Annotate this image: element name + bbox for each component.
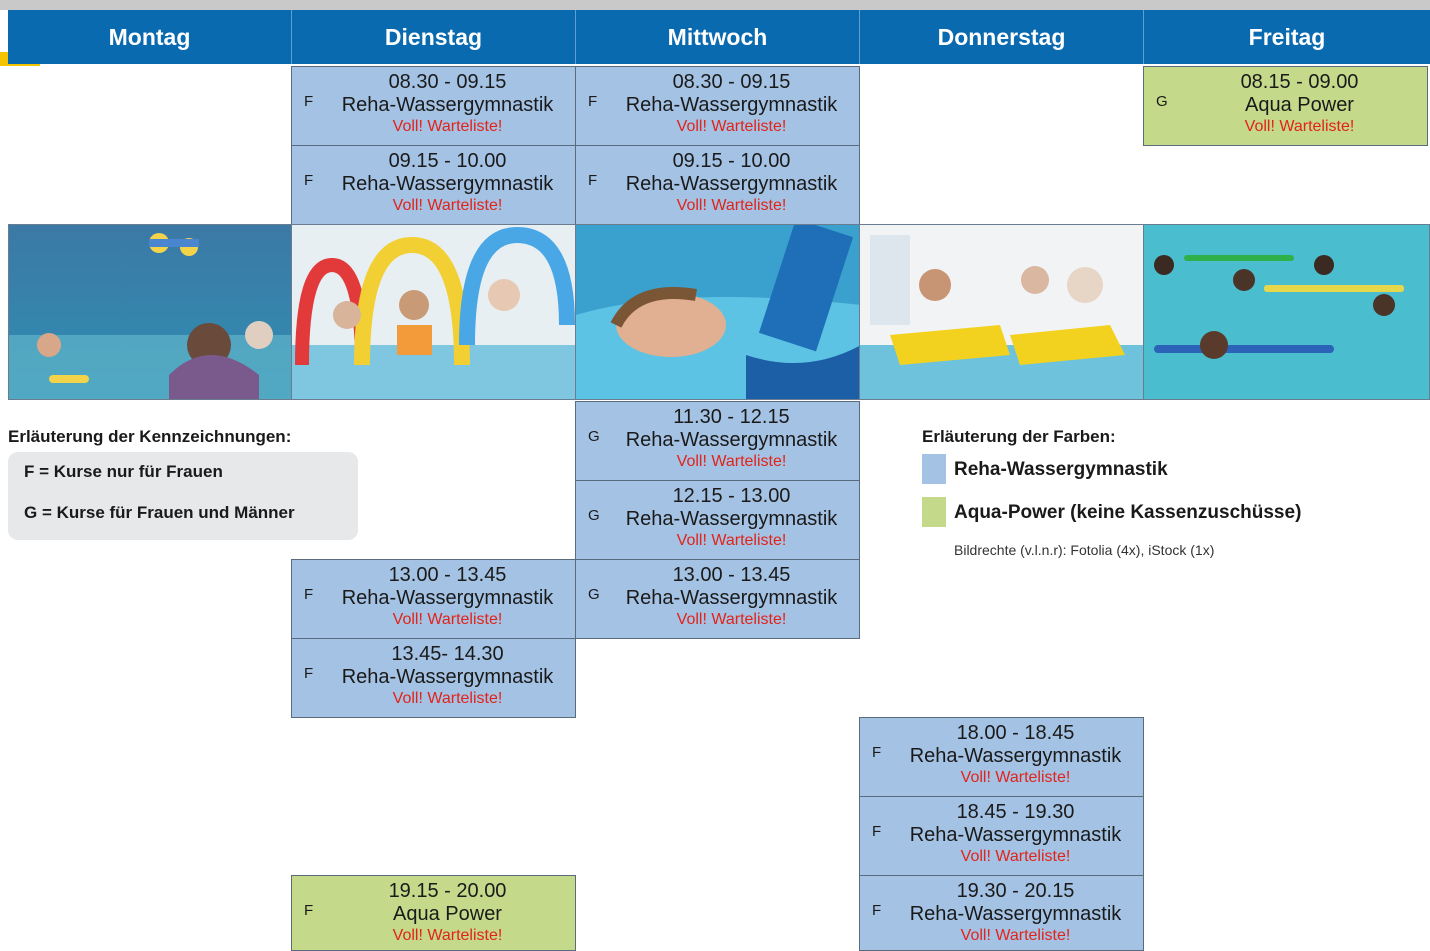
slot-status: Voll! Warteliste! [676,532,787,549]
slot-tag: F [304,586,314,603]
slot-time: 12.15 - 13.00 [672,485,791,507]
slot-tag: F [588,93,598,110]
day-wednesday: Mittwoch [576,10,860,64]
legend-colors-title: Erläuterung der Farben: [922,427,1116,446]
swatch-green [922,497,946,527]
slot-mittwoch-1215 [575,480,860,560]
slot-tag: G [588,428,600,445]
slot-status: Voll! Warteliste! [392,197,503,214]
slot-tag: G [588,507,600,524]
top-strip [0,0,1430,10]
slot-status: Voll! Warteliste! [960,769,1071,786]
slot-status: Voll! Warteliste! [392,611,503,628]
legend-markings-title: Erläuterung der Kennzeichnungen: [8,427,292,446]
slot-name: Reha-Wassergymnastik [625,429,838,451]
legend-green-label: Aqua-Power (keine Kassenzuschüsse) [954,502,1302,523]
slot-dienstag-1915 [291,875,576,951]
legend-g: G = Kurse für Frauen und Männer [24,503,295,522]
slot-status: Voll! Warteliste! [960,848,1071,865]
slot-status: Voll! Warteliste! [960,927,1071,944]
swatch-blue [922,454,946,484]
slot-time: 19.30 - 20.15 [956,880,1075,902]
slot-name: Aqua Power [393,903,502,925]
slot-time: 08.15 - 09.00 [1240,71,1359,93]
slot-time: 13.00 - 13.45 [672,564,791,586]
slot-status: Voll! Warteliste! [392,118,503,135]
slot-tag: F [872,744,882,761]
slot-time: 18.00 - 18.45 [956,722,1075,744]
legend-markings-box [8,452,358,540]
slot-mittwoch-0915 [575,145,860,225]
photo-relaxing-float [575,224,860,400]
slot-time: 19.15 - 20.00 [388,880,507,902]
photo-aqua-dumbbells [8,224,292,400]
slot-donnerstag-1845 [859,796,1144,876]
weekday-header [8,10,1430,64]
slot-dienstag-1300 [291,559,576,639]
slot-name: Reha-Wassergymnastik [341,666,554,688]
day-tuesday: Dienstag [292,10,576,64]
slot-name: Aqua Power [1245,94,1354,116]
photo-pool-noodles [291,224,576,400]
slot-tag: F [588,172,598,189]
slot-donnerstag-1800 [859,717,1144,797]
slot-status: Voll! Warteliste! [676,453,787,470]
slot-status: Voll! Warteliste! [676,197,787,214]
legend-blue-label: Reha-Wassergymnastik [954,459,1168,480]
legend-f: F = Kurse nur für Frauen [24,462,223,481]
slot-donnerstag-1930 [859,875,1144,951]
slot-name: Reha-Wassergymnastik [625,508,838,530]
day-thursday: Donnerstag [860,10,1144,64]
slot-name: Reha-Wassergymnastik [341,94,554,116]
slot-mittwoch-1130 [575,401,860,481]
slot-freitag-0815 [1143,66,1428,146]
slot-status: Voll! Warteliste! [392,927,503,944]
slot-dienstag-0915 [291,145,576,225]
slot-tag: F [304,665,314,682]
slot-time: 18.45 - 19.30 [956,801,1075,823]
slot-name: Reha-Wassergymnastik [341,173,554,195]
slot-name: Reha-Wassergymnastik [341,587,554,609]
slot-time: 09.15 - 10.00 [388,150,507,172]
slot-time: 09.15 - 10.00 [672,150,791,172]
photo-pool-group [1143,224,1430,400]
slot-tag: G [1156,93,1168,110]
slot-tag: G [588,586,600,603]
slot-tag: F [304,93,314,110]
slot-dienstag-1345 [291,638,576,718]
slot-time: 08.30 - 09.15 [672,71,791,93]
slot-name: Reha-Wassergymnastik [909,745,1122,767]
slot-name: Reha-Wassergymnastik [625,173,838,195]
slot-tag: F [872,902,882,919]
slot-name: Reha-Wassergymnastik [909,903,1122,925]
slot-status: Voll! Warteliste! [1244,118,1355,135]
slot-time: 11.30 - 12.15 [673,406,790,428]
slot-status: Voll! Warteliste! [392,690,503,707]
slot-dienstag-0830 [291,66,576,146]
slot-status: Voll! Warteliste! [676,118,787,135]
slot-mittwoch-0830 [575,66,860,146]
day-friday: Freitag [1248,23,1326,50]
slot-time: 08.30 - 09.15 [388,71,507,93]
slot-tag: F [304,902,314,919]
slot-status: Voll! Warteliste! [676,611,787,628]
day-monday: Montag [8,10,292,64]
slot-name: Reha-Wassergymnastik [625,587,838,609]
slot-mittwoch-1300 [575,559,860,639]
slot-time: 13.45- 14.30 [391,643,504,665]
slot-time: 13.00 - 13.45 [388,564,507,586]
slot-tag: F [872,823,882,840]
slot-name: Reha-Wassergymnastik [909,824,1122,846]
slot-name: Reha-Wassergymnastik [625,94,838,116]
slot-tag: F [304,172,314,189]
photo-kickboards [859,224,1144,400]
image-credits: Bildrechte (v.l.n.r): Fotolia (4x), iStock (1x) [954,542,1215,558]
